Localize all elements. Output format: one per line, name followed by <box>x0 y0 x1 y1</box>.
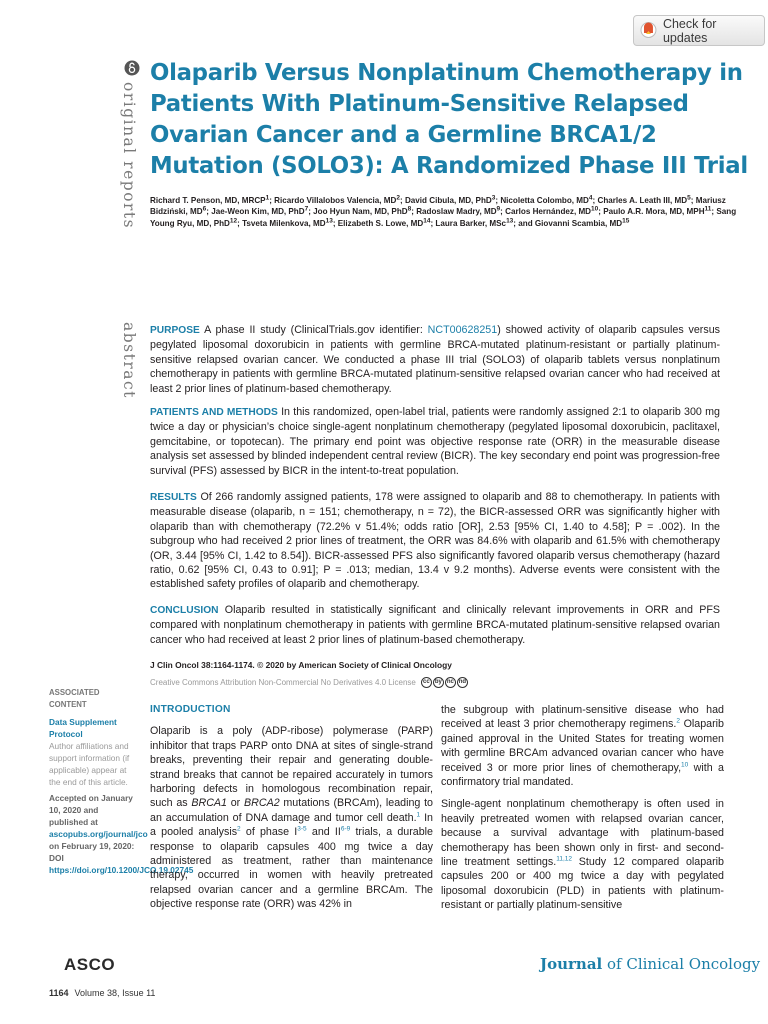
cc-icon: cc <box>421 677 432 688</box>
body-column-2 <box>441 703 724 921</box>
author-affiliation-number: 11 <box>704 205 712 213</box>
open-access-icon <box>124 60 140 76</box>
pub-date-text: on February 19, 2020: DOI <box>49 841 135 863</box>
abstract-methods <box>150 405 720 478</box>
journal-logo: Journal of Clinical Oncology <box>540 955 761 973</box>
author-affiliation-number: 8 <box>407 205 412 213</box>
author-name: Radoslaw Madry, MD <box>416 207 497 217</box>
volume-issue: Volume 38, Issue 11 <box>74 988 156 998</box>
section-label-original-reports: original reports <box>120 82 138 230</box>
author-name: David Cibula, MD, PhD <box>404 196 492 205</box>
author-name: Charles A. Leath III, MD <box>597 196 688 205</box>
abstract-purpose <box>150 323 720 396</box>
methods-text: In this randomized, open-label trial, patients were randomly assigned 2:1 to olaparib 300 mg twice a day or physician’s choice single-agent nonplatinum chemotherapy (pegylated liposomal doxorubicin, paclitaxel, gemcitabine, or topotecan). The primary end point was objective response rate (ORR) in the measurable disease analysis set assessed by blinded independent central review (BICR). The key secondary end point was progression-free survival (PFS) assessed by BICR in the intent-to-treat population. <box>150 406 720 477</box>
author-affiliation-number: 9 <box>496 205 501 213</box>
author-name: Ricardo Villalobos Valencia, MD <box>274 196 397 205</box>
author-name: Elizabeth S. Lowe, MD <box>337 218 424 228</box>
author-affiliation-number: 5 <box>687 194 691 202</box>
author-name: Nicoletta Colombo, MD <box>500 196 589 205</box>
protocol-link[interactable]: Protocol <box>49 729 83 739</box>
author-list: Richard T. Penson, MD, MRCP$^1$; Ricardo Villalobos Valencia, $MD^2$; David Cibula, MD, PhD$^3$; Nicoletta Colombo, $MD^4$; Charles A. Leath III, $MD^5$; Mariusz Bidziński, $MD^6$; Jae-Weon Kim, MD, PhD$^7$; Joo Hyun Nam, MD, PhD$^8$; Radoslaw Madry, $MD^9$; Carlos Hernández, MD$^{10}$; Paulo A.R. Mora, MD, MPH$^{11}$; Sang Young Ryu, MD, PhD$^{12}$; Tsveta Milenkova, MD$^{13}$; Elizabeth S. Lowe, MD$^{14}$; Laura Barker, MSc$^{13}$; and Giovanni Scambia, MD$^{15}$ <box>150 194 737 228</box>
publication-info <box>49 792 194 876</box>
author-affiliation-number: 1 <box>265 194 270 202</box>
section-label-abstract: abstract <box>120 322 138 399</box>
author-name: Sang Young Ryu, MD, PhD <box>150 207 737 228</box>
author-affiliation-number: 3 <box>491 194 496 202</box>
license-text[interactable]: Creative Commons Attribution Non-Commercial No Derivatives 4.0 License <box>150 678 416 687</box>
column2-paragraph-1: the subgroup with platinum-sensitive disease who had received at least 3 prior chemotherapy regimens.$^2$ Olaparib gained approval in the United States for treating women with germline BRCAm advanced ovarian cancer who have received 3 or more prior lines of chemotherapy,$^{10}$ with a confirmatory trial mandated. <box>441 704 724 789</box>
author-name: Paulo A.R. Mora, MD, MPH <box>603 207 705 217</box>
nd-icon: nd <box>457 677 468 688</box>
author-affiliation-number: 13 <box>325 217 333 225</box>
associated-content-label: ASSOCIATED CONTENT <box>49 688 100 709</box>
ref-link[interactable]: 6-9 <box>340 825 351 833</box>
body-column-1 <box>150 703 433 920</box>
results-heading: RESULTS <box>150 492 197 503</box>
purpose-text-b: ) showed activity of olaparib capsules versus pegylated liposomal doxorubicin in patients with germline BRCA-mutated platinum-resistant or partially platinum-sensitive relapsed ovarian cancer. We conducted a phase III trial (SOLO3) of olaparib tablets versus nonplatinum chemotherapy in patients with germline BRCA-mutated platinum-sensitive relapsed ovarian cancer who had received at least 2 prior lines of platinum-based chemotherapy. <box>150 324 720 395</box>
check-for-updates-button[interactable] <box>633 15 765 46</box>
data-supplement-link[interactable]: Data Supplement <box>49 717 117 727</box>
crossmark-icon <box>640 21 657 41</box>
cc-license-icons <box>421 677 468 688</box>
introduction-heading: INTRODUCTION <box>150 704 231 715</box>
author-affiliation-number: 12 <box>229 217 238 225</box>
doi-link[interactable]: https://doi.org/10.1200/JCO.19.02745 <box>49 865 194 875</box>
ascopubs-link[interactable]: ascopubs.org/journal/jco <box>49 829 148 839</box>
article-title: Olaparib Versus Nonplatinum Chemotherapy in Patients With Platinum-Sensitive Relapsed Ovarian Cancer and a Germline BRCA1/2 Mutation (SOLO3): A Randomized Phase III Trial <box>150 60 748 179</box>
conclusion-heading: CONCLUSION <box>150 605 219 616</box>
author-affiliation-number: 13 <box>506 217 514 225</box>
author-name: and Giovanni Scambia, MD <box>518 218 623 228</box>
abstract-results <box>150 490 720 592</box>
author-affiliation-number: 10 <box>591 205 599 213</box>
accepted-text: Accepted on January 10, 2020 and published at <box>49 793 133 827</box>
purpose-text-a: A phase II study (ClinicalTrials.gov identifier: <box>199 324 428 336</box>
author-affiliation-number: 15 <box>622 217 630 225</box>
ref-link[interactable]: 2 <box>237 825 241 833</box>
column2-paragraph-2: Single-agent nonplatinum chemotherapy is often used in heavily pretreated women with relapsed ovarian cancer, because a survival advantage with platinum-based chemotherapy has been shown only in first- and second-line treatment settings.$^{11,12}$ Study 12 compared olaparib capsules 200 or 400 mg twice a day with pegylated liposomal doxorubicin (PLD) in patients with platinum-resistant or partially platinum-sensitive <box>441 798 724 912</box>
license-line <box>150 677 468 688</box>
author-affiliation-number: 4 <box>588 194 593 202</box>
author-name: Joo Hyun Nam, MD, PhD <box>313 207 408 217</box>
citation: J Clin Oncol 38:1164-1174. © 2020 by American Society of Clinical Oncology <box>150 660 452 670</box>
ref-link[interactable]: 2 <box>676 717 680 725</box>
author-name: Jae-Weon Kim, MD, PhD <box>211 207 305 217</box>
nc-icon: nc <box>445 677 456 688</box>
intro-paragraph-1: Olaparib is a poly (ADP-ribose) polymerase (PARP) inhibitor that traps PARP onto DNA at sites of single-strand breaks, preventing their repair and generating double-strand breaks that cannot be repaired accurately in tumors harboring defects in homologous recombination repair, such as BRCA1 or BRCA2 mutations (BRCAm), leading to an accumulation of DNA damage and tumor cell death.$^1$ In a pooled analysis$^2$ of phase $I^{3-5}$ and II$^{6-9}$ trials, a durable response to olaparib capsules 400 mg twice a day administered as treatment, rather than maintenance therapy, occurred in women with heavily pretreated relapsed ovarian cancer and a germline BRCAm. The objective response rate (ORR) was 42% in <box>150 725 434 911</box>
affiliation-note: Author affiliations and support information (if applicable) appear at the end of this article. <box>49 741 130 787</box>
purpose-heading: PURPOSE <box>150 325 200 336</box>
page-footer <box>49 988 155 998</box>
ref-link[interactable]: 10 <box>681 761 689 769</box>
author-name: Mariusz Bidziński, MD <box>150 196 726 217</box>
author-name: Carlos Hernández, MD <box>505 207 592 217</box>
author-name: Richard T. Penson, MD, MRCP <box>150 196 266 205</box>
ref-link[interactable]: 11,12 <box>556 855 572 863</box>
author-affiliation-number: 2 <box>396 194 400 202</box>
by-icon: by <box>433 677 444 688</box>
clinicaltrials-link[interactable]: NCT00628251 <box>427 324 498 336</box>
author-affiliation-number: 14 <box>423 217 431 225</box>
author-name: Laura Barker, MSc <box>435 218 507 228</box>
author-name: Tsveta Milenkova, MD <box>242 218 326 228</box>
author-affiliation-number: 7 <box>304 205 309 213</box>
abstract-conclusion <box>150 603 720 647</box>
ref-link[interactable]: 1 <box>416 811 421 819</box>
page-number: 1164 <box>49 988 69 998</box>
conclusion-text: Olaparib resulted in statistically significant and clinically relevant improvements in ORR and PFS compared with nonplatinum chemotherapy in patients with germline BRCA-mutated platinum-sensitive relapsed ovarian cancer who had received at least 2 prior lines of platinum-based chemotherapy. <box>150 604 720 646</box>
methods-heading: PATIENTS AND METHODS <box>150 407 278 418</box>
asco-logo: ASCO <box>64 955 116 974</box>
results-text: Of 266 randomly assigned patients, 178 were assigned to olaparib and 88 to chemotherapy. In patients with measurable disease (olaparib, n = 151; chemotherapy, n = 72), the BICR-assessed ORR was significantly higher with olaparib than with chemotherapy (72.2% v 51.4%; odds ratio [OR], 2.53 [95% CI, 1.40 to 4.58]; P = .002). In the subgroup who had received 2 prior lines of treatment, the ORR was 84.6% with olaparib and 61.5% with chemotherapy (OR, 3.44 [95% CI, 1.42 to 8.54]). BICR-assessed PFS also significantly favored olaparib versus chemotherapy (hazard ratio, 0.62 [95% CI, 0.43 to 0.91]; P = .013; median, 13.4 v 9.2 months). Adverse events were consistent with the established safety profiles of olaparib and chemotherapy. <box>150 491 720 591</box>
author-affiliation-number: 6 <box>202 205 207 213</box>
check-for-updates-label: Check for updates <box>662 16 717 45</box>
ref-link[interactable]: 3-5 <box>297 825 307 833</box>
